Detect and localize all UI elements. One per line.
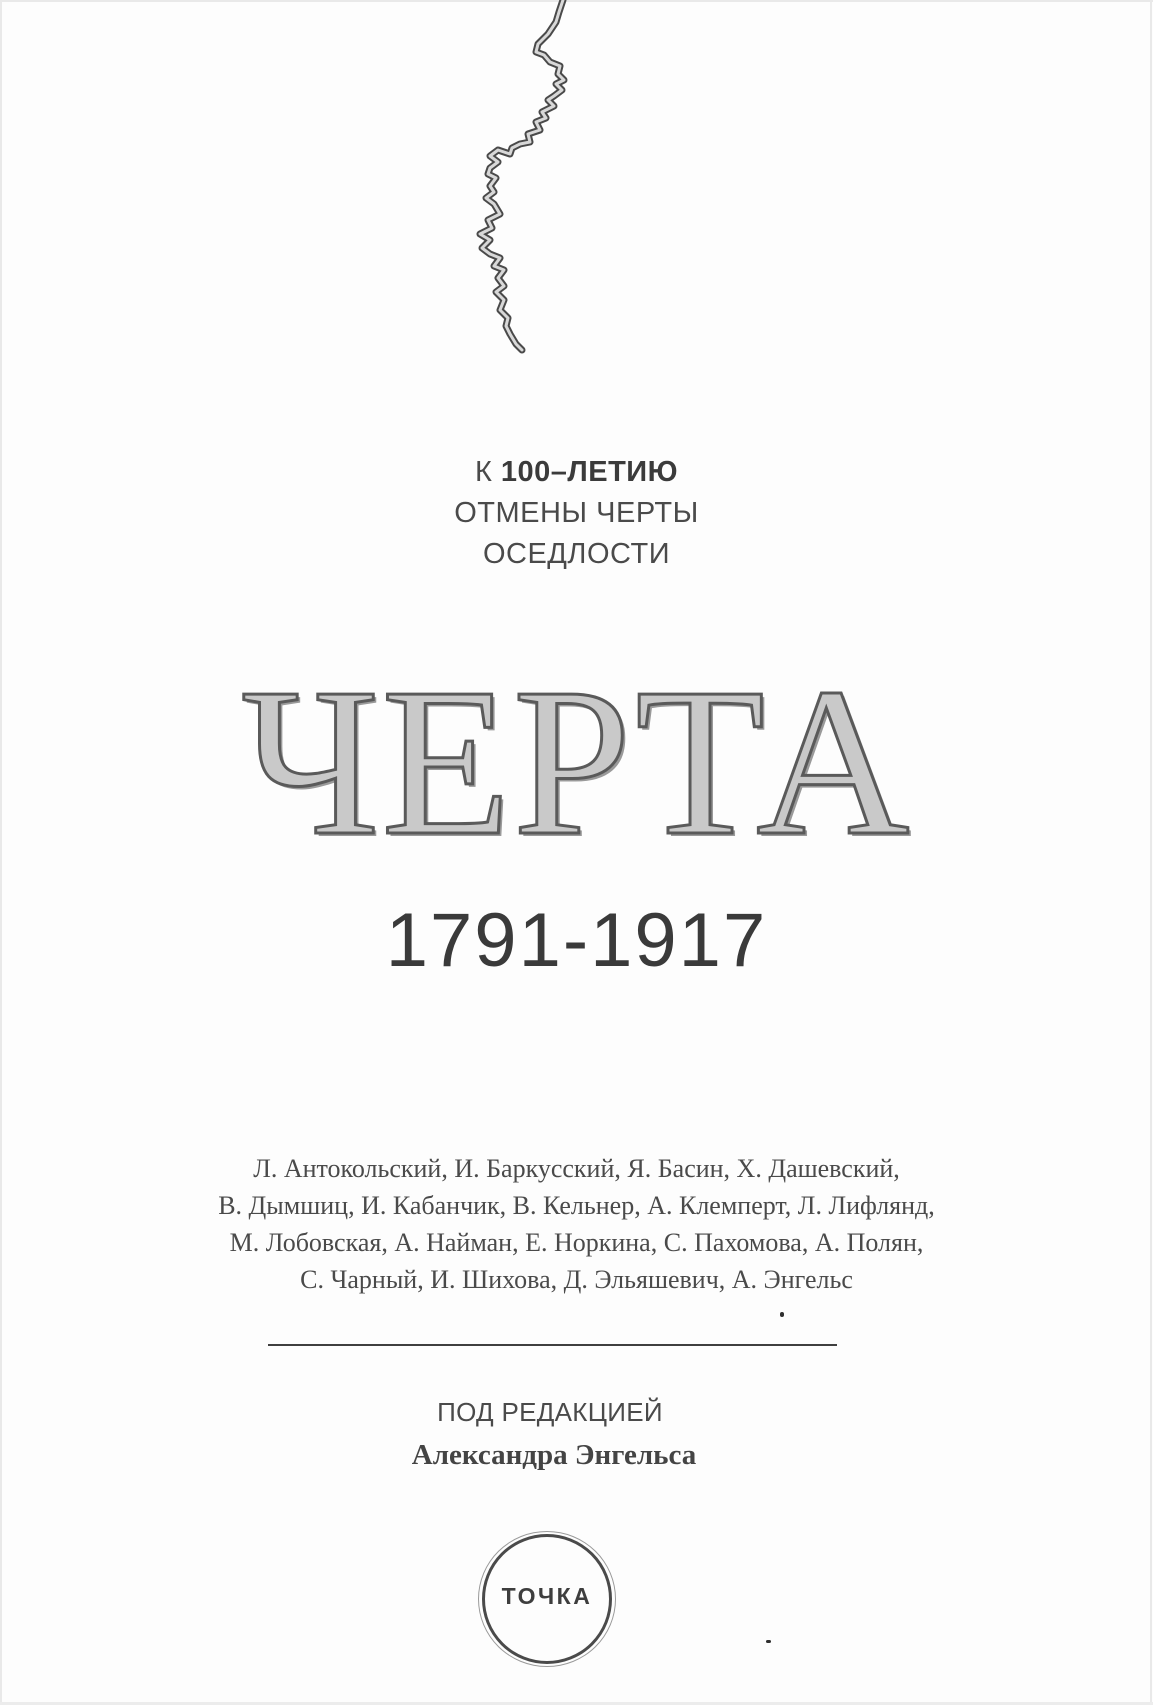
ink-speck	[780, 1312, 784, 1317]
subtitle-anniversary: 100–ЛЕТИЮ	[500, 456, 679, 488]
anniversary-subtitle	[0, 452, 1153, 575]
divider-rule	[268, 1344, 837, 1346]
authors-list	[0, 1150, 1153, 1298]
authors-line: В. Дымшиц, И. Кабанчик, В. Кельнер, А. Клемперт, Л. Лифлянд,	[218, 1191, 935, 1220]
subtitle-line-1	[0, 452, 1153, 493]
book-title: ЧЕРТА	[241, 644, 912, 879]
boundary-line-map-icon	[470, 0, 580, 360]
ink-speck	[766, 1640, 771, 1643]
subtitle-prefix: К	[474, 456, 501, 488]
authors-line: С. Чарный, И. Шихова, Д. Эльяшевич, А. Энгельс	[300, 1265, 853, 1294]
subtitle-line-2: ОТМЕНЫ ЧЕРТЫ	[454, 497, 699, 529]
authors-line: М. Лобовская, А. Найман, Е. Норкина, С. Пахомова, А. Полян,	[229, 1228, 924, 1257]
editor-label: ПОД РЕДАКЦИЕЙ	[437, 1397, 663, 1427]
editor-name: Александра Энгельса	[411, 1439, 697, 1471]
book-years: 1791-1917	[385, 898, 768, 983]
subtitle-line-3: ОСЕДЛОСТИ	[482, 538, 671, 570]
publisher-logo-icon	[476, 1534, 626, 1668]
authors-line: Л. Антокольский, И. Баркусский, Я. Басин, Х. Дашевский,	[253, 1154, 900, 1183]
publisher-name: ТОЧКА	[501, 1583, 593, 1609]
